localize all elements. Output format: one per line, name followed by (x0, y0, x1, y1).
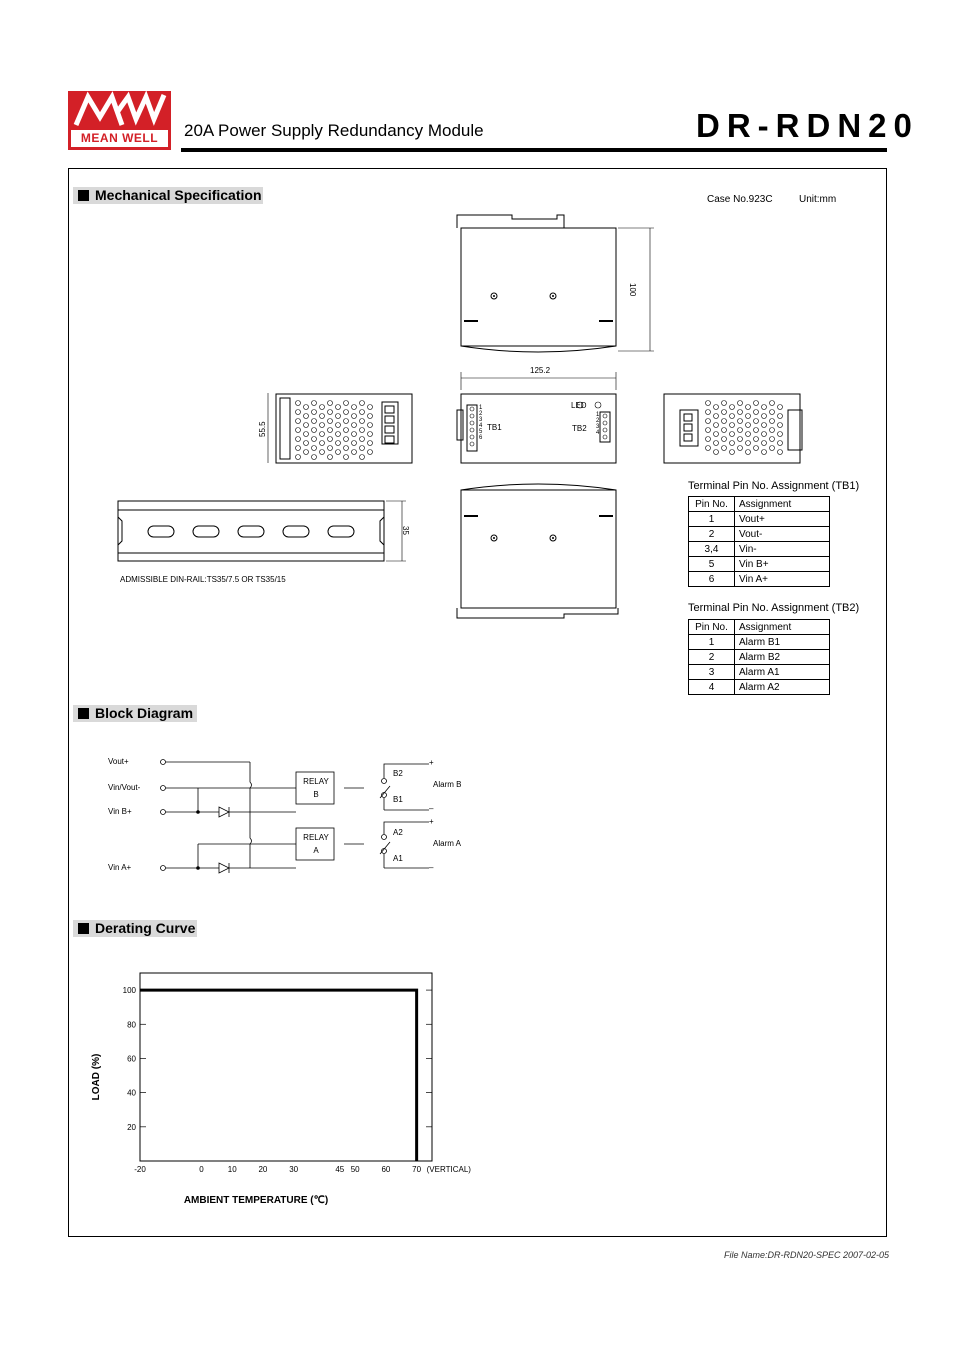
alarm-b-label: Alarm B (433, 780, 462, 789)
tb2-label: TB2 (572, 424, 587, 433)
relay-b-box: RELAY B (303, 777, 329, 799)
x-tick-label: 50 (350, 1165, 360, 1174)
table-header-row: Pin No. Assignment (689, 620, 830, 635)
table-row: 4 Alarm A2 (689, 680, 830, 695)
table-row: 3,4 Vin- (689, 542, 830, 557)
left-side-view (266, 390, 416, 470)
tb1-title: Terminal Pin No. Assignment (TB1) (688, 480, 860, 492)
table-row: 3 Alarm A1 (689, 665, 830, 680)
unit-label: Unit:mm (799, 194, 837, 205)
case-number: Case No.923C (707, 194, 773, 205)
y-tick-label: 60 (127, 1054, 136, 1064)
tb1-pin-numbers: 1 2 3 4 5 6 (479, 405, 483, 441)
section-derating-curve: Derating Curve (73, 920, 197, 937)
header-rule (181, 148, 887, 152)
table-row: 1 Vout+ (689, 512, 830, 527)
dim-rail: 35 (401, 526, 410, 535)
model-title: DR-RDN20 (696, 107, 919, 144)
y-tick-label: 100 (122, 986, 136, 996)
alarm-a-minus: – (429, 863, 434, 872)
y-tick-label: 40 (127, 1088, 136, 1098)
footer-file-name: File Name:DR-RDN20-SPEC 2007-02-05 (724, 1250, 890, 1260)
contact-b2: B2 (393, 769, 403, 778)
alarm-a-label: Alarm A (433, 839, 462, 848)
contact-a1: A1 (393, 854, 403, 863)
y-tick-label: 20 (127, 1122, 136, 1132)
alarm-a-plus: + (429, 817, 434, 826)
x-tick-label: 45 (335, 1165, 345, 1174)
contact-b1: B1 (393, 795, 403, 804)
dim-depth: 55.5 (258, 421, 267, 437)
tb1-label: TB1 (487, 423, 502, 432)
section-block-diagram: Block Diagram (73, 705, 197, 722)
mean-well-logo: MEAN WELL (68, 91, 171, 150)
tb2-title: Terminal Pin No. Assignment (TB2) (688, 602, 860, 614)
table-header-row: Pin No. Assignment (689, 497, 830, 512)
table-row: 5 Vin B+ (689, 557, 830, 572)
derating-chart (80, 960, 480, 1220)
block-diagram (100, 750, 460, 880)
tb1-table (688, 496, 830, 587)
x-axis-note: (VERTICAL) (426, 1165, 471, 1174)
plot-area (140, 973, 432, 1161)
x-tick-label: 20 (258, 1165, 268, 1174)
table-row: 2 Vout- (689, 527, 830, 542)
x-tick-label: -20 (134, 1165, 146, 1174)
tb2-pin-numbers: 1 2 3 4 (596, 412, 600, 436)
section-mechanical: Mechanical Specification (73, 187, 263, 204)
x-tick-label: 70 (412, 1165, 422, 1174)
dim-width: 125.2 (530, 366, 551, 375)
y-tick-label: 80 (127, 1020, 136, 1030)
table-row: 2 Alarm B2 (689, 650, 830, 665)
led-label: LED (571, 401, 587, 410)
contact-a2: A2 (393, 828, 403, 837)
derating-line (140, 990, 417, 1161)
right-side-view (660, 390, 810, 470)
x-axis-label: AMBIENT TEMPERATURE (℃) (183, 1195, 329, 1206)
bottom-view (450, 482, 625, 622)
x-tick-label: 0 (199, 1165, 204, 1174)
relay-a-box: RELAY A (303, 833, 329, 855)
y-axis-label: LOAD (%) (91, 1053, 102, 1101)
x-tick-label: 60 (381, 1165, 391, 1174)
block-input-vin-vout-minus: Vin/Vout- (108, 783, 141, 792)
dim-height: 100 (628, 283, 637, 297)
alarm-b-plus: + (429, 758, 434, 767)
table-row: 1 Alarm B1 (689, 635, 830, 650)
block-input-vin-a: Vin A+ (108, 863, 132, 872)
din-rail-note: ADMISSIBLE DIN-RAIL:TS35/7.5 OR TS35/15 (120, 575, 286, 584)
tb2-table (688, 619, 830, 695)
block-input-vin-b: Vin B+ (108, 807, 132, 816)
page-subtitle: 20A Power Supply Redundancy Module (184, 121, 484, 140)
din-rail-drawing (112, 495, 412, 570)
table-row: 6 Vin A+ (689, 572, 830, 587)
alarm-b-minus: – (429, 804, 434, 813)
block-input-vout-plus: Vout+ (108, 757, 129, 766)
x-tick-label: 10 (227, 1165, 237, 1174)
x-tick-label: 30 (289, 1165, 299, 1174)
